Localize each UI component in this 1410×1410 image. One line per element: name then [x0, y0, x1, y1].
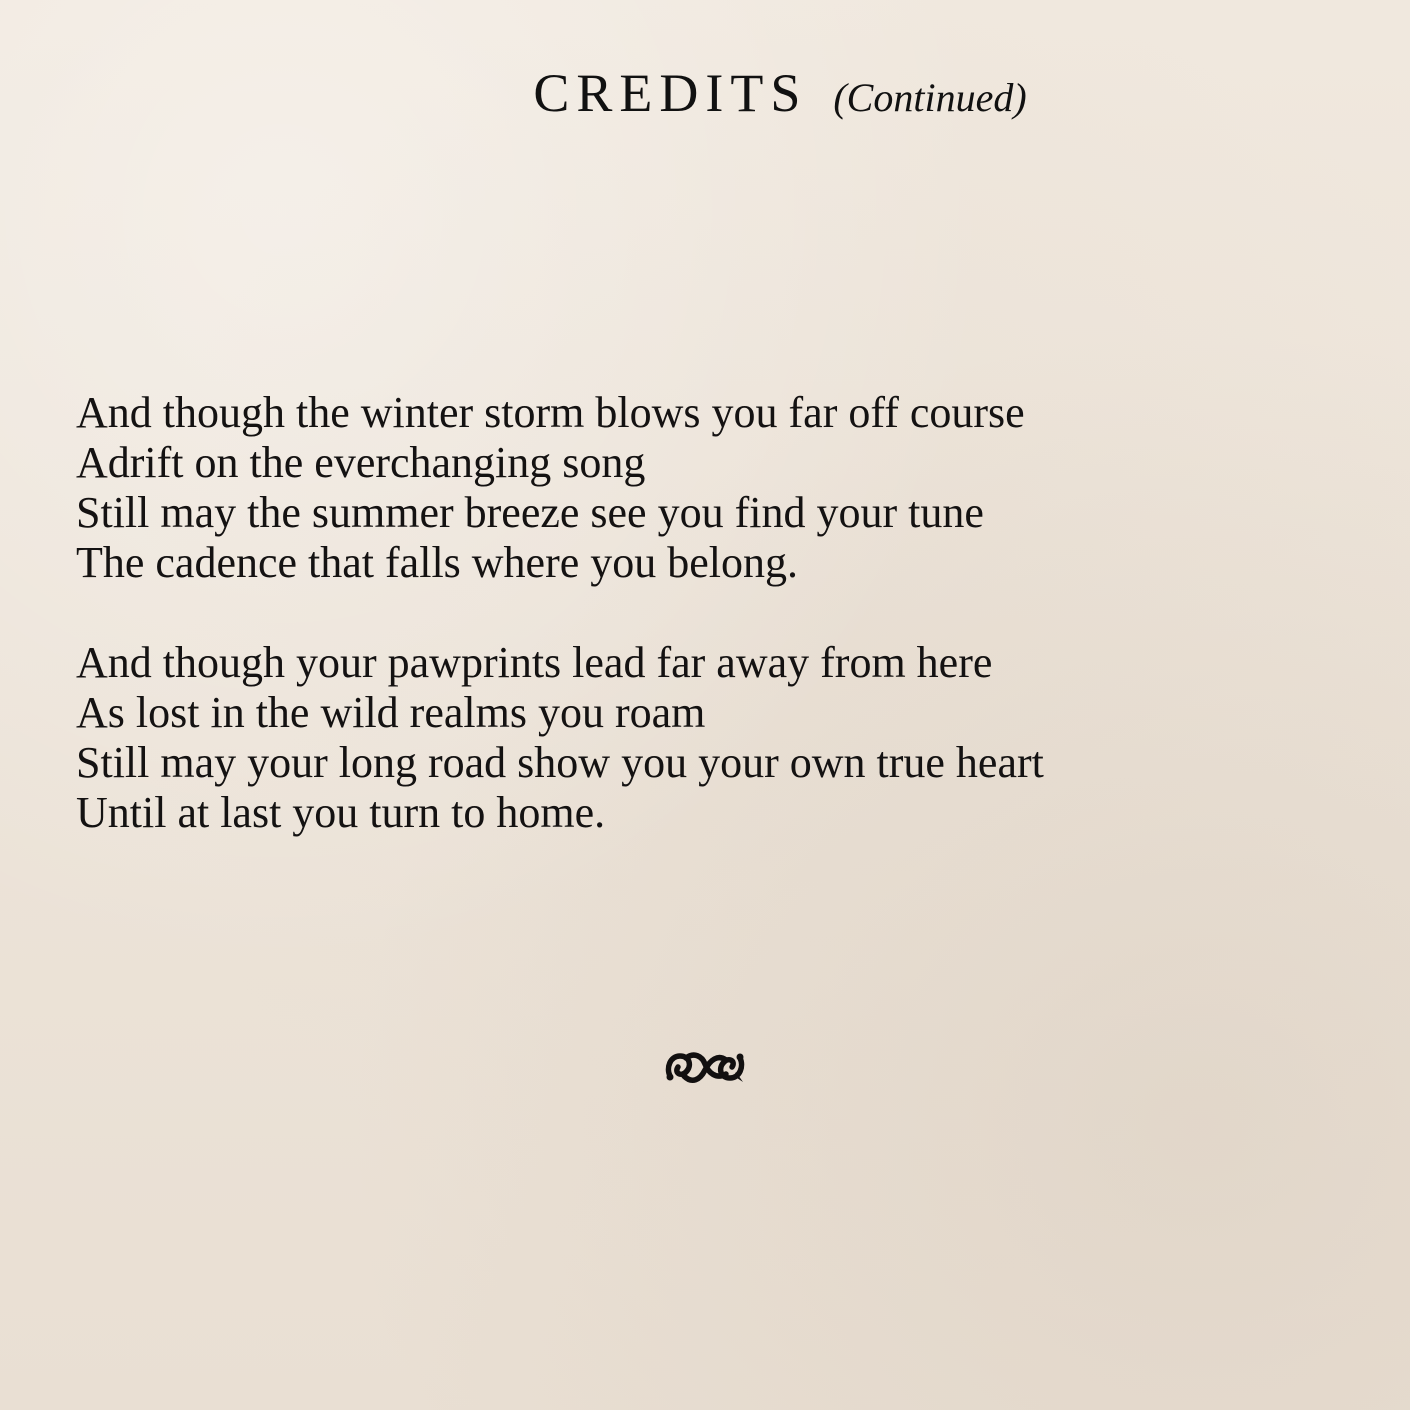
page-title: CREDITS [533, 63, 808, 123]
page-header [0, 62, 1410, 124]
poem-line: Until at last you turn to home. [76, 788, 606, 837]
poem-line: And though the winter storm blows you far off course [76, 388, 1025, 437]
poem-line: Adrift on the everchanging song [76, 438, 646, 487]
poem-line: As lost in the wild realms you roam [76, 688, 706, 737]
fleuron-ornament-icon [664, 1046, 746, 1086]
poem-line: Still may the summer breeze see you find your tune [76, 488, 984, 537]
poem [76, 388, 1326, 888]
poem-line: The cadence that falls where you belong. [76, 538, 799, 587]
poem-line: Still may your long road show you your own true heart [76, 738, 1044, 787]
page-subtitle: (Continued) [833, 75, 1027, 120]
poem-stanza-2 [76, 638, 1326, 838]
poem-stanza-1 [76, 388, 1326, 588]
poem-line: And though your pawprints lead far away from here [76, 638, 993, 687]
